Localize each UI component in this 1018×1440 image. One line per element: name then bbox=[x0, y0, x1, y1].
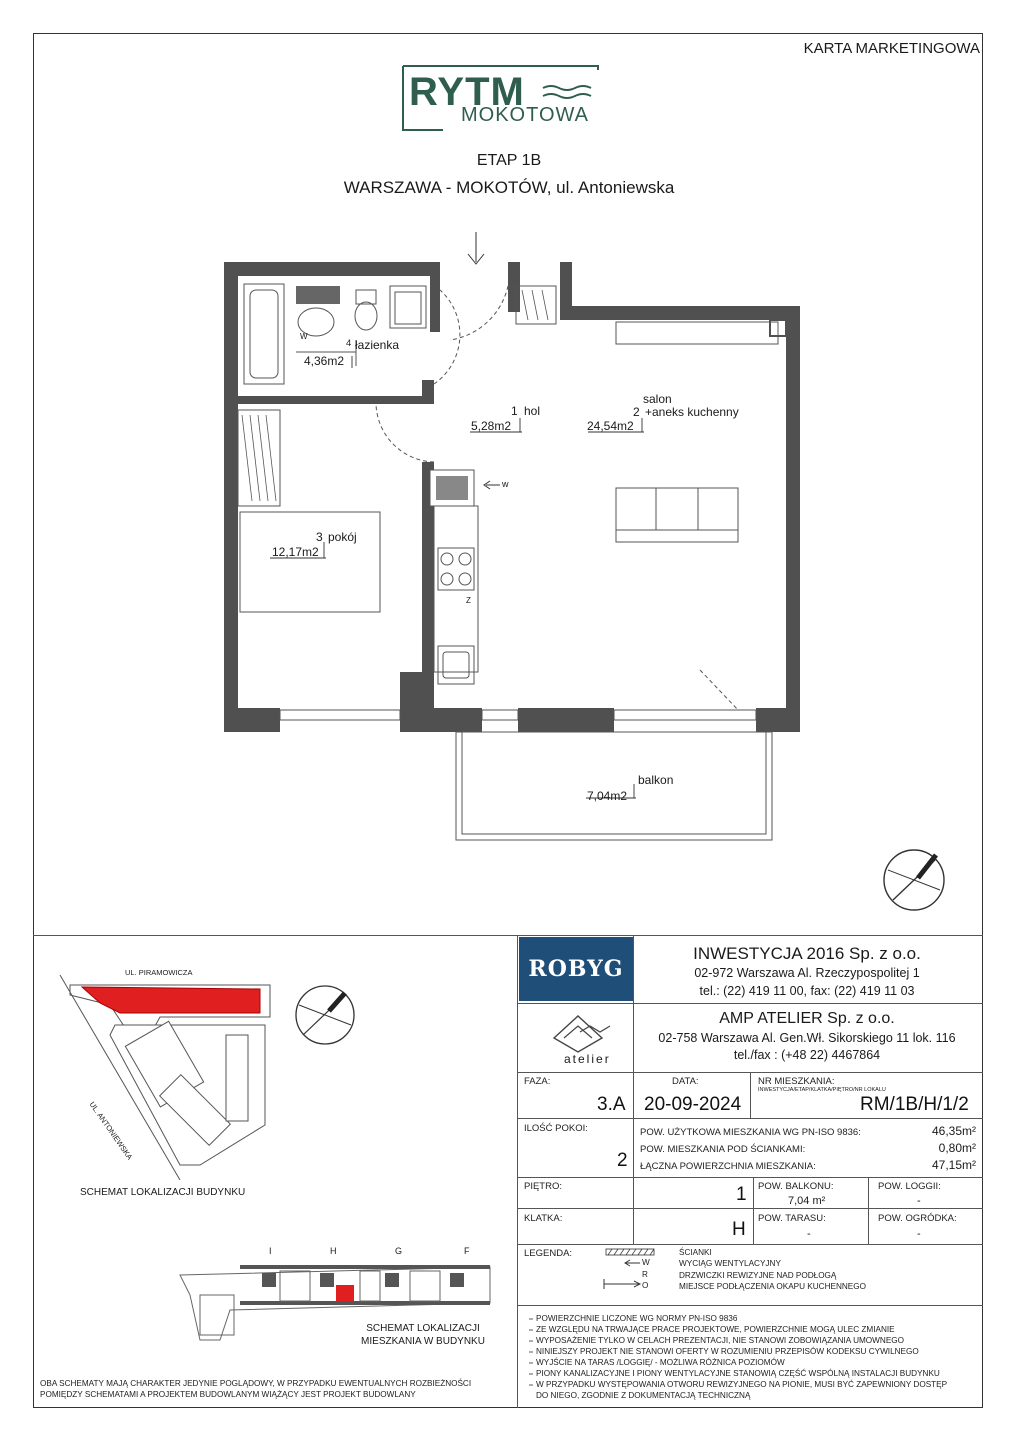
architect-phone: tel./fax : (+48 22) 4467864 bbox=[733, 1048, 881, 1062]
area3-label: ŁĄCZNA POWIERZCHNIA MIESZKANIA: bbox=[640, 1161, 816, 1172]
area2-value: 0,80m² bbox=[938, 1141, 976, 1155]
room-num-3: 3 bbox=[316, 530, 323, 544]
taras-value: - bbox=[807, 1228, 811, 1240]
room-num-2: 2 bbox=[633, 405, 640, 419]
atelier-text: atelier bbox=[564, 1052, 611, 1066]
room-area-salon: 24,54m2 bbox=[587, 419, 634, 433]
room-area-balcony: 7,04m2 bbox=[587, 789, 628, 803]
legend-item-hood: MIEJSCE PODŁĄCZENIA OKAPU KUCHENNEGO bbox=[679, 1282, 866, 1291]
investor-phone: tel.: (22) 419 11 00, fax: (22) 419 11 03 bbox=[699, 984, 915, 998]
note-item: W PRZYPADKU WYSTĘPOWANIA OTWORU REWIZYJNEGO NA PIONIE, MUSI BYĆ ZAPEWNIONY DOSTĘP bbox=[536, 1380, 948, 1389]
legend-symbols bbox=[596, 1248, 666, 1296]
street-antoniewska: UL. ANTONIEWSKA bbox=[87, 1100, 135, 1162]
room-num-1: 1 bbox=[511, 404, 518, 418]
divider-vertical bbox=[517, 935, 518, 1408]
legend-title: LEGENDA: bbox=[524, 1248, 573, 1259]
note-item: WYJŚCIE NA TARAS /LOGGIĘ/ - MOŻLIWA RÓŻNICA POZIOMÓW bbox=[536, 1358, 785, 1367]
taras-label: POW. TARASU: bbox=[758, 1213, 826, 1224]
balkon-label: POW. BALKONU: bbox=[758, 1181, 834, 1192]
klatka-value: H bbox=[732, 1219, 746, 1240]
stairwell-i: I bbox=[269, 1246, 272, 1256]
apartment-highlight bbox=[336, 1285, 354, 1301]
note-item: NINIEJSZY PROJEKT NIE STANOWI OFERTY W ROZUMIENIU PRZEPISÓW KODEKSU CYWILNEGO bbox=[536, 1347, 919, 1356]
investor-name: INWESTYCJA 2016 Sp. z o.o. bbox=[693, 944, 921, 963]
area1-value: 46,35m² bbox=[931, 1124, 976, 1138]
area2-label: POW. MIESZKANIA POD ŚCIANKAMI: bbox=[640, 1144, 806, 1155]
architect-address: 02-758 Warszawa Al. Gen.Wł. Sikorskiego 11 lok. 116 bbox=[658, 1031, 956, 1045]
legend-item-hatch: DRZWICZKI REWIZYJNE NAD PODŁOGĄ bbox=[679, 1271, 837, 1280]
data-label: DATA: bbox=[672, 1076, 699, 1087]
logo-line2: MOKOTOWA bbox=[461, 104, 589, 126]
note-item: DO NIEGO, ZGODNIE Z DOKUMENTACJĄ TECHNICZNĄ bbox=[536, 1391, 751, 1400]
stage: ETAP 1B bbox=[476, 152, 542, 169]
note-bullets bbox=[528, 1314, 536, 1404]
hood-mark: Z bbox=[466, 596, 471, 605]
pietro-value: 1 bbox=[736, 1184, 747, 1205]
note-item: WYPOSAŻENIE TYLKO W CELACH PREZENTACJI, NIE STANOWI ZOBOWIĄZANIA UMOWNEGO bbox=[536, 1336, 905, 1345]
loggia-label: POW. LOGGII: bbox=[878, 1181, 941, 1192]
location-caption: SCHEMAT LOKALIZACJI BUDYNKU bbox=[80, 1187, 246, 1198]
disclaimer-line2: POMIĘDZY SCHEMATAMI A PROJEKTEM BUDOWLANYM WIĄŻĄCY JEST PROJEKT BUDOWLANY bbox=[40, 1390, 416, 1399]
nr-value: RM/1B/H/1/2 bbox=[860, 1094, 969, 1115]
klatka-label: KLATKA: bbox=[524, 1213, 563, 1224]
legend-key-w: W bbox=[642, 1258, 650, 1267]
ogrodek-value: - bbox=[917, 1228, 921, 1240]
room-area-hall: 5,28m2 bbox=[471, 419, 512, 433]
room-name-top-salon: salon bbox=[643, 392, 672, 406]
area3-value: 47,15m² bbox=[931, 1158, 976, 1172]
nr-sublabel: INWESTYCJA/ETAP/KLATKA/PIĘTRO/NR LOKALU bbox=[758, 1087, 886, 1093]
room-name-hall: hol bbox=[524, 404, 541, 418]
building-highlight bbox=[82, 987, 260, 1013]
location-caption2-line1: SCHEMAT LOKALIZACJI bbox=[366, 1323, 480, 1334]
disclaimer-line1: OBA SCHEMATY MAJĄ CHARAKTER JEDYNIE POGLĄDOWY, W PRZYPADKU EWENTUALNYCH ROZBIEŻNOŚCI bbox=[40, 1379, 472, 1388]
loggia-value: - bbox=[917, 1195, 921, 1207]
room-area-bathroom: 4,36m2 bbox=[304, 354, 345, 368]
room-name-room: pokój bbox=[328, 530, 357, 544]
nr-label: NR MIESZKANIA: bbox=[758, 1076, 835, 1087]
stairwell-f: F bbox=[464, 1246, 470, 1256]
ventilation-mark-kitchen: w bbox=[502, 479, 509, 489]
address: WARSZAWA - MOKOTÓW, ul. Antoniewska bbox=[343, 178, 675, 197]
legend-key-r: R bbox=[642, 1270, 648, 1279]
logo-line1: RYTM bbox=[409, 70, 525, 114]
area1-label: POW. UŻYTKOWA MIESZKANIA WG PN-ISO 9836: bbox=[640, 1127, 861, 1138]
room-area-room: 12,17m2 bbox=[272, 545, 319, 559]
room-name-bathroom: łazienka bbox=[355, 338, 400, 352]
legend-item-vent: WYCIĄG WENTYLACYJNY bbox=[679, 1259, 781, 1268]
architect-name: AMP ATELIER Sp. z o.o. bbox=[719, 1010, 895, 1027]
note-item: PIONY KANALIZACYJNE I PIONY WENTYLACYJNE STANOWIĄ CZĘŚĆ WSPÓLNĄ INSTALACJI BUDYNKU bbox=[536, 1369, 940, 1378]
room-name-salon: +aneks kuchenny bbox=[645, 405, 739, 419]
divider-main bbox=[33, 935, 983, 936]
note-item: POWIERZCHNIE LICZONE WG NORMY PN-ISO 9836 bbox=[536, 1314, 738, 1323]
ventilation-mark-bath: W bbox=[300, 332, 308, 341]
atelier-logo bbox=[540, 1008, 630, 1068]
room-name-balcony: balkon bbox=[638, 773, 674, 787]
pietro-label: PIĘTRO: bbox=[524, 1181, 563, 1192]
legend-key-o: O bbox=[642, 1281, 649, 1290]
stairwell-h: H bbox=[330, 1246, 337, 1256]
data-value: 20-09-2024 bbox=[644, 1094, 742, 1115]
room-num-4: 4 bbox=[346, 338, 352, 349]
compass-small-icon bbox=[293, 983, 357, 1047]
robyg-logo: ROBYG bbox=[519, 937, 633, 1001]
note-item: ZE WZGLĘDU NA TRWAJĄCE PRACE PROJEKTOWE, POWIERZCHNIE MOGĄ ULEC ZMIANIE bbox=[536, 1325, 895, 1334]
legend-item-walls: ŚCIANKI bbox=[679, 1248, 712, 1257]
card-type: KARTA MARKETINGOWA bbox=[803, 40, 980, 57]
street-piramowicza: UL. PIRAMOWICZA bbox=[125, 968, 193, 977]
ogrodek-label: POW. OGRÓDKA: bbox=[878, 1213, 957, 1224]
pokoje-value: 2 bbox=[617, 1150, 628, 1171]
compass-icon bbox=[884, 850, 944, 910]
plan-walls bbox=[224, 262, 800, 732]
balkon-value: 7,04 m² bbox=[788, 1195, 826, 1207]
location-caption2-line2: MIESZKANIA W BUDYNKU bbox=[361, 1336, 485, 1347]
pokoje-label: ILOŚĆ POKOI: bbox=[524, 1123, 588, 1134]
stairwell-g: G bbox=[395, 1246, 403, 1256]
investor-address: 02-972 Warszawa Al. Rzeczypospolitej 1 bbox=[694, 966, 920, 980]
faza-label: FAZA: bbox=[524, 1076, 551, 1087]
faza-value: 3.A bbox=[597, 1094, 626, 1115]
